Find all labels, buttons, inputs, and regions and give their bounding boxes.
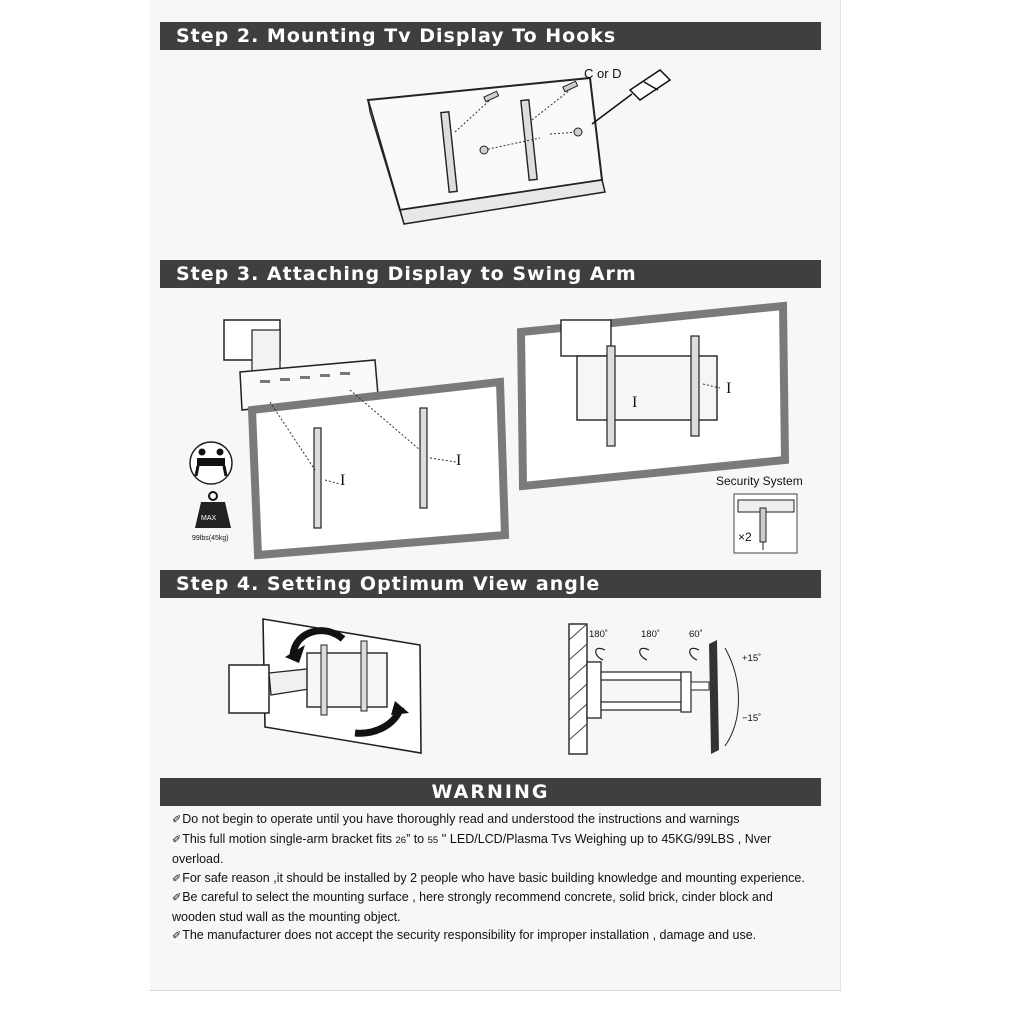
screen-size-min: 26 [395,834,407,846]
hook-label-3: I [632,394,638,411]
warning-text: Be careful to select the mounting surface , here strongly recommend concrete, solid brick, cinder block and wooden stud wall as the mounting object. [172,890,773,924]
warning-text: For safe reason ,it should be installed by 2 people who have basic building knowledge and mounting experience. [182,870,805,885]
warning-text: This full motion single-arm bracket fits [182,831,396,846]
tilt-down-label: −15˚ [742,713,762,724]
warning-item [172,926,812,946]
warning-text: '' LED/LCD/Plasma Tvs Weighing up to 45KG/99LBS , Nver overload. [172,831,772,866]
angle-180-b: 180˚ [641,629,661,640]
step4-header: Step 4. Setting Optimum View angle [160,570,821,598]
pen-icon: ✐ [172,814,182,826]
warning-item [172,888,812,926]
angle-180-a: 180˚ [589,629,609,640]
security-system-diagram [734,494,798,554]
hook-label-4: I [726,380,732,397]
security-qty: ×2 [738,530,752,544]
weight-caption: 99lbs(45kg) [192,535,229,542]
step3-right-diagram [515,300,795,495]
warning-item [172,830,812,869]
hook-label-1: I [340,472,346,489]
angle-60: 60˚ [689,629,703,640]
tilt-up-label: +15˚ [742,653,762,664]
weight-icon [193,490,233,530]
warning-header: WARNING [160,778,821,806]
hook-label-2: I [456,452,462,469]
step4-right-diagram [565,620,785,760]
step2-header: Step 2. Mounting Tv Display To Hooks [160,22,821,50]
pen-icon: ✐ [172,872,182,885]
warning-text: ” to [406,831,428,846]
screen-size-max: 55 [427,834,439,846]
warning-text: The manufacturer does not accept the security responsibility for improper installation , damage and use. [182,928,757,942]
pen-icon: ✐ [172,833,182,846]
step2-diagram [360,60,680,240]
warning-item [172,869,812,889]
pen-icon: ✐ [172,892,182,904]
tool-label: C or D [584,66,622,81]
two-person-lift-icon [188,440,234,486]
security-system-label: Security System [716,474,803,488]
warning-text: Do not begin to operate until you have thoroughly read and understood the instructions and warnings [182,812,740,826]
weight-badge: MAX [201,515,217,522]
warning-list [172,810,812,946]
step4-left-diagram [225,615,425,760]
warning-item [172,810,812,830]
pen-icon: ✐ [172,930,182,942]
step3-header: Step 3. Attaching Display to Swing Arm [160,260,821,288]
